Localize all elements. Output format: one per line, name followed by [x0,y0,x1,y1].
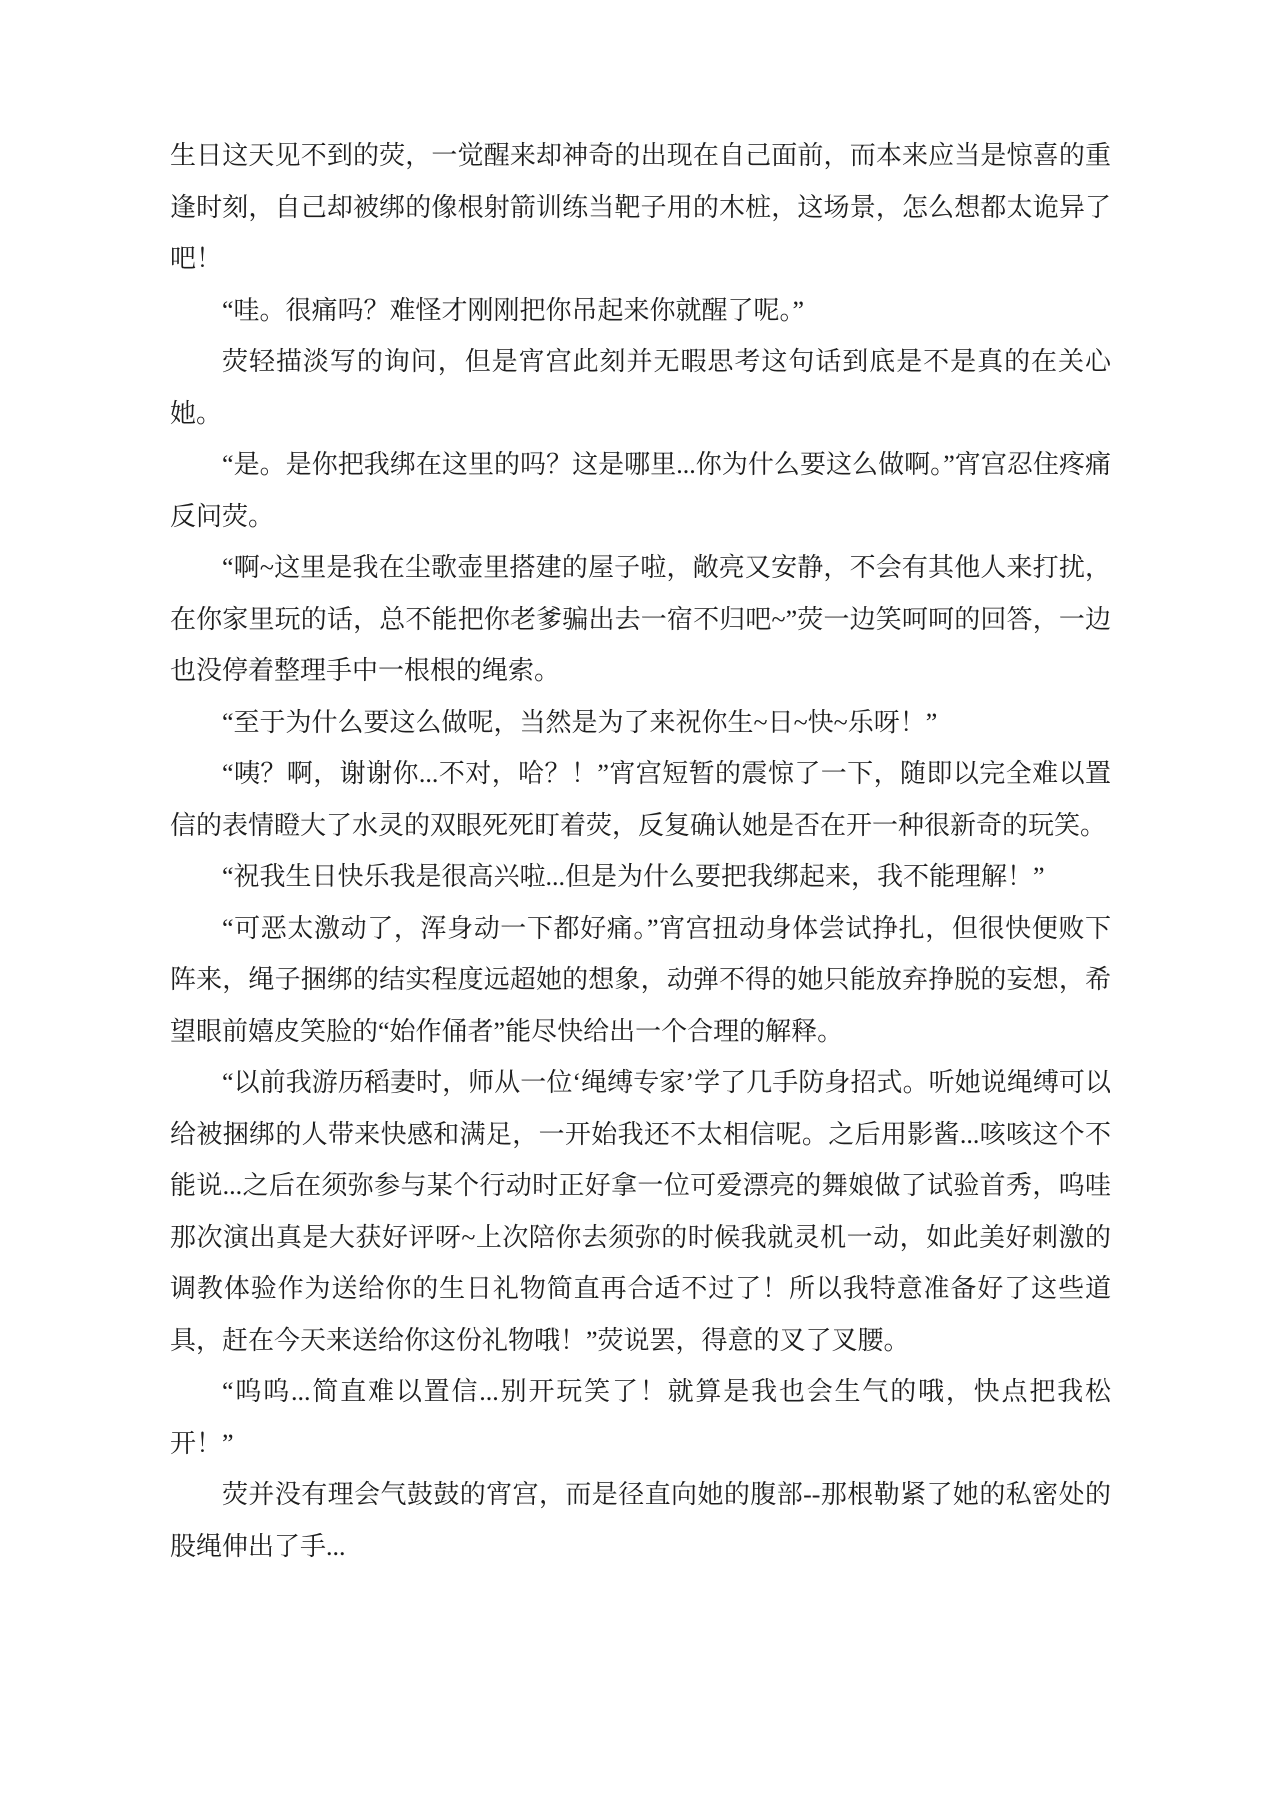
paragraph: “啊~这里是我在尘歌壶里搭建的屋子啦，敞亮又安静，不会有其他人来打扰，在你家里玩的话，总不能把你老爹骗出去一宿不归吧~”荧一边笑呵呵的回答，一边也没停着整理手中一根根的绳索。 [170,553,1111,685]
paragraph: “至于为什么要这么做呢，当然是为了来祝你生~日~快~乐呀！” [222,707,938,737]
paragraph: “是。是你把我绑在这里的吗？这是哪里...你为什么要这么做啊。”宵宫忍住疼痛反问荧。 [170,450,1111,531]
paragraph: 荧轻描淡写的询问，但是宵宫此刻并无暇思考这句话到底是不是真的在关心她。 [170,347,1111,428]
paragraph: “哇。很痛吗？难怪才刚刚把你吊起来你就醒了呢。” [222,295,805,325]
paragraph: “祝我生日快乐我是很高兴啦...但是为什么要把我绑起来，我不能理解！” [222,862,1045,891]
paragraph: “以前我游历稻妻时，师从一位‘绳缚专家’学了几手防身招式。听她说绳缚可以给被捆绑的人带来快感和满足，一开始我还不太相信呢。之后用影酱...咳咳这个不能说...之后在须弥参与某个行动时正好拿一位可爱漂亮的舞娘做了试验首秀，呜哇那次演出真是大获好评呀~上次陪你去须弥的时候我就灵机一动，如此美好刺激的调教体验作为送给你的生日礼物简直再合适不过了！所以我特意准备好了这些道具，赶在今天来送给你这份礼物哦！”荧说罢，得意的叉了叉腰。 [170,1068,1111,1355]
text-body [170,130,1111,1572]
paragraph: 荧并没有理会气鼓鼓的宵宫，而是径直向她的腹部--那根勒紧了她的私密处的股绳伸出了手... [170,1480,1111,1561]
paragraph: “可恶太激动了，浑身动一下都好痛。”宵宫扭动身体尝试挣扎，但很快便败下阵来，绳子捆绑的结实程度远超她的想象，动弹不得的她只能放弃挣脱的妄想，希望眼前嬉皮笑脸的“始作俑者”能尽快给出一个合理的解释。 [170,913,1111,1046]
paragraph: “咦？啊，谢谢你...不对，哈？！”宵宫短暂的震惊了一下，随即以完全难以置信的表情瞪大了水灵的双眼死死盯着荧，反复确认她是否在开一种很新奇的玩笑。 [170,759,1111,840]
paragraph: “呜呜...简直难以置信...别开玩笑了！就算是我也会生气的哦，快点把我松开！” [170,1377,1111,1458]
paragraph: 生日这天见不到的荧，一觉醒来却神奇的出现在自己面前，而本来应当是惊喜的重逢时刻，自己却被绑的像根射箭训练当靶子用的木桩，这场景，怎么想都太诡异了吧！ [170,141,1111,273]
